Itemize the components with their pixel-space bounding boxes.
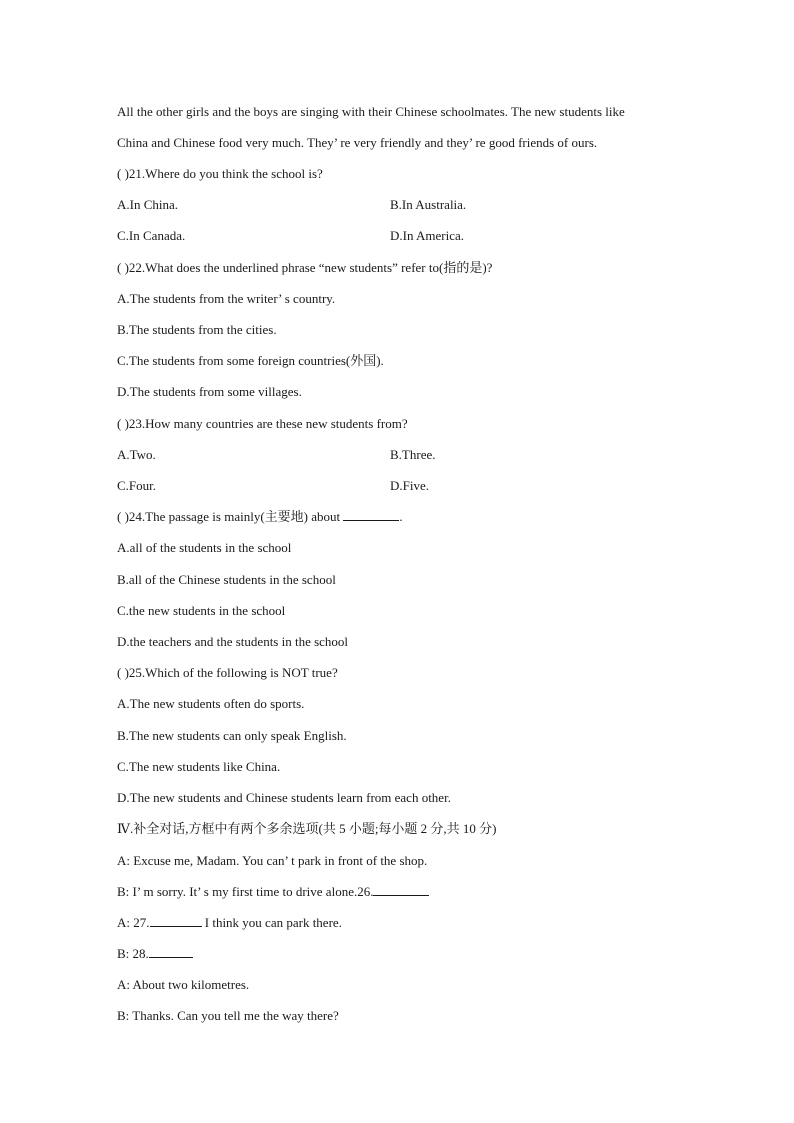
question-22-option-a: A.The students from the writer’ s country. [117, 291, 336, 306]
question-23-stem: ( )23.How many countries are these new students from? [117, 416, 408, 431]
question-24-stem-end: . [399, 509, 403, 524]
question-23-option-b: B.Three. [390, 447, 436, 462]
question-22-stem: ( )22.What does the underlined phrase “new students” refer to(指的是)? [117, 260, 493, 275]
answer-blank-26 [373, 884, 429, 896]
dialogue-line-4-prefix: B: 28. [117, 946, 149, 961]
question-25-option-c: C.The new students like China. [117, 759, 281, 774]
passage-line-1: All the other girls and the boys are singing with their Chinese schoolmates. The new students like [117, 104, 625, 119]
dialogue-line-2 [117, 884, 429, 900]
question-21-option-c: C.In Canada. [117, 228, 186, 243]
question-25-stem: ( )25.Which of the following is NOT true? [117, 665, 338, 680]
question-21-option-a: A.In China. [117, 197, 179, 212]
question-21-option-d: D.In America. [390, 228, 465, 243]
question-24-option-c: C.the new students in the school [117, 603, 286, 618]
section-4-heading: Ⅳ.补全对话,方框中有两个多余选项(共 5 小题;每小题 2 分,共 10 分) [117, 821, 497, 836]
question-25-option-a: A.The new students often do sports. [117, 696, 305, 711]
dialogue-line-6: B: Thanks. Can you tell me the way there? [117, 1008, 339, 1023]
question-24-option-a: A.all of the students in the school [117, 540, 292, 555]
question-21-stem: ( )21.Where do you think the school is? [117, 166, 323, 181]
question-25-option-b: B.The new students can only speak English. [117, 728, 347, 743]
question-22-option-d: D.The students from some villages. [117, 384, 302, 399]
dialogue-line-4 [117, 946, 193, 962]
dialogue-line-3-prefix: A: 27. [117, 915, 150, 930]
question-22-option-b: B.The students from the cities. [117, 322, 277, 337]
answer-blank-27 [150, 915, 202, 927]
question-21-option-b: B.In Australia. [390, 197, 467, 212]
question-24-option-b: B.all of the Chinese students in the school [117, 572, 336, 587]
answer-blank-28 [149, 946, 193, 958]
dialogue-line-1: A: Excuse me, Madam. You can’ t park in front of the shop. [117, 853, 428, 868]
dialogue-line-3 [117, 915, 342, 931]
dialogue-line-5: A: About two kilometres. [117, 977, 250, 992]
question-23-option-d: D.Five. [390, 478, 429, 493]
question-25-option-d: D.The new students and Chinese students learn from each other. [117, 790, 451, 805]
question-24-option-d: D.the teachers and the students in the school [117, 634, 349, 649]
question-24-stem [117, 509, 403, 525]
question-23-option-a: A.Two. [117, 447, 156, 462]
dialogue-line-3-text: I think you can park there. [201, 915, 342, 930]
question-22-option-c: C.The students from some foreign countries(外国). [117, 353, 384, 368]
answer-blank-24 [343, 509, 399, 521]
dialogue-line-2-text: B: I’ m sorry. It’ s my first time to drive alone.26. [117, 884, 374, 899]
question-24-stem-text: ( )24.The passage is mainly(主要地) about [117, 509, 344, 524]
passage-line-2: China and Chinese food very much. They’ re very friendly and they’ re good friends of ours. [117, 135, 598, 150]
question-23-option-c: C.Four. [117, 478, 157, 493]
